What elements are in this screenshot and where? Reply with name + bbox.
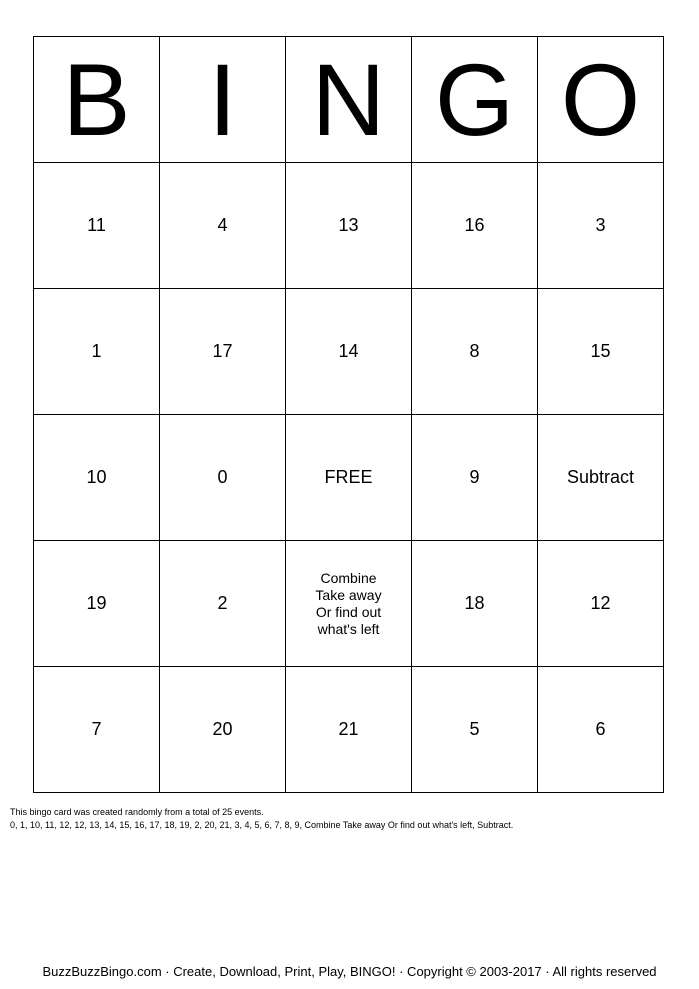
card-cell: 15 <box>538 289 664 415</box>
header-letter-n: N <box>286 37 412 163</box>
event-list: 0, 1, 10, 11, 12, 12, 13, 14, 15, 16, 17, 18, 19, 2, 20, 21, 3, 4, 5, 6, 7, 8, 9, Combine Take away Or find out what's left, Subtract. <box>10 820 514 830</box>
card-cell: 16 <box>412 163 538 289</box>
card-cell: 4 <box>160 163 286 289</box>
card-cell-multiline <box>286 541 412 667</box>
card-cell: 6 <box>538 667 664 793</box>
generation-note: This bingo card was created randomly from a total of 25 events. <box>10 807 264 817</box>
cell-line: Or find out <box>315 603 382 620</box>
card-row <box>34 289 664 415</box>
free-space: FREE <box>286 415 412 541</box>
card-cell: 7 <box>34 667 160 793</box>
card-row <box>34 667 664 793</box>
card-cell: 19 <box>34 541 160 667</box>
card-cell: 9 <box>412 415 538 541</box>
card-cell: 5 <box>412 667 538 793</box>
header-letter-i: I <box>160 37 286 163</box>
copyright-footer: BuzzBuzzBingo.com · Create, Download, Print, Play, BINGO! · Copyright © 2003-2017 · All rights reserved <box>42 964 657 979</box>
card-cell: 21 <box>286 667 412 793</box>
cell-line: what's left <box>317 620 380 637</box>
card-cell: 14 <box>286 289 412 415</box>
card-cell: Subtract <box>538 415 664 541</box>
card-cell: 8 <box>412 289 538 415</box>
card-cell: 18 <box>412 541 538 667</box>
card-cell: 20 <box>160 667 286 793</box>
header-letter-g: G <box>412 37 538 163</box>
header-letter-o: O <box>538 37 664 163</box>
card-cell: 12 <box>538 541 664 667</box>
header-row <box>34 37 664 163</box>
header-letter-b: B <box>34 37 160 163</box>
card-cell: 13 <box>286 163 412 289</box>
card-cell: 2 <box>160 541 286 667</box>
card-cell: 1 <box>34 289 160 415</box>
card-cell: 11 <box>34 163 160 289</box>
card-row <box>34 541 664 667</box>
card-row <box>34 163 664 289</box>
card-cell: 3 <box>538 163 664 289</box>
card-row <box>34 415 664 541</box>
card-cell: 17 <box>160 289 286 415</box>
bingo-card <box>33 36 664 793</box>
card-cell: 0 <box>160 415 286 541</box>
card-cell: 10 <box>34 415 160 541</box>
cell-line: Combine <box>320 569 377 586</box>
cell-line: Take away <box>315 586 382 603</box>
